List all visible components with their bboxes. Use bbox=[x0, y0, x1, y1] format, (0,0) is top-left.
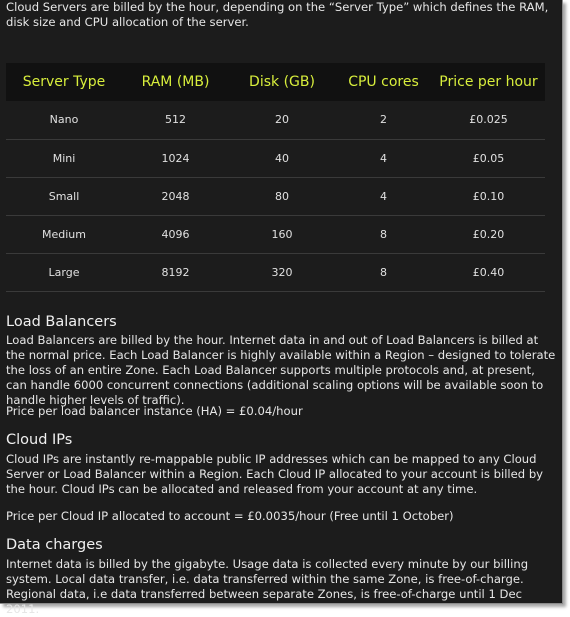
cell-price: £0.40 bbox=[472, 265, 505, 279]
cell-cpu: 8 bbox=[380, 265, 387, 279]
header-price-per-hour: Price per hour bbox=[439, 74, 538, 90]
header-server-type: Server Type bbox=[22, 74, 106, 90]
table-row bbox=[6, 177, 545, 215]
cloud-ips-price: Price per Cloud IP allocated to account = £0.0035/hour (Free until 1 October) bbox=[6, 509, 454, 523]
cell-disk: 160 bbox=[271, 227, 293, 241]
cell-server-type: Medium bbox=[42, 227, 86, 241]
cell-cpu: 4 bbox=[380, 151, 387, 165]
table-row bbox=[6, 253, 545, 291]
cell-disk: 320 bbox=[271, 265, 293, 279]
data-charges-heading: Data charges bbox=[6, 537, 103, 553]
cloud-ips-heading: Cloud IPs bbox=[6, 432, 73, 448]
cell-ram: 1024 bbox=[161, 151, 190, 165]
load-balancers-description: Load Balancers are billed by the hour. Internet data in and out of Load Balancers is billed at the normal price. Each Load Balancer is highly available within a Region – designed to tolerate the loss of an entire Zone. Each Load Balancer supports multiple protocols and, at present, can handle 6000 concurrent connections (additional scaling options will be available soon to handle higher levels of traffic). bbox=[6, 333, 556, 407]
header-disk: Disk (GB) bbox=[249, 74, 315, 90]
table-row bbox=[6, 101, 545, 139]
cell-cpu: 8 bbox=[380, 227, 387, 241]
table-row bbox=[6, 139, 545, 177]
header-cpu-cores: CPU cores bbox=[348, 74, 419, 90]
cell-ram: 4096 bbox=[161, 227, 190, 241]
cell-disk: 80 bbox=[275, 189, 289, 203]
table-row bbox=[6, 215, 545, 253]
cell-server-type: Large bbox=[48, 265, 80, 279]
cell-server-type: Mini bbox=[52, 151, 76, 165]
load-balancers-heading: Load Balancers bbox=[6, 314, 117, 330]
cloud-ips-description: Cloud IPs are instantly re-mappable public IP addresses which can be mapped to any Cloud Server or Load Balancer within a Region. Each Cloud IP allocated to your account is billed by the hour. Cloud IPs can be allocated and released from your account at any time. bbox=[6, 452, 544, 496]
header-ram: RAM (MB) bbox=[141, 74, 210, 90]
cell-ram: 2048 bbox=[161, 189, 190, 203]
cell-price: £0.10 bbox=[472, 189, 505, 203]
cell-server-type: Small bbox=[48, 189, 80, 203]
cell-cpu: 2 bbox=[380, 113, 387, 127]
cell-ram: 512 bbox=[165, 113, 186, 127]
server-pricing-table bbox=[6, 63, 545, 292]
cell-price: £0.20 bbox=[472, 227, 505, 241]
cell-disk: 20 bbox=[275, 113, 289, 127]
table-header-row bbox=[6, 63, 545, 101]
cell-cpu: 4 bbox=[380, 189, 387, 203]
intro-text: Cloud Servers are billed by the hour, depending on the “Server Type” which defines the RAM, disk size and CPU allocation of the server. bbox=[6, 0, 549, 29]
cell-price: £0.05 bbox=[472, 151, 505, 165]
load-balancers-price: Price per load balancer instance (HA) = £0.04/hour bbox=[6, 404, 303, 418]
cell-server-type: Nano bbox=[49, 113, 79, 127]
data-charges-description: Internet data is billed by the gigabyte. Usage data is collected every minute by our billing system. Local data transfer, i.e. data transferred within the same Zone, is free-of-charge. Regional data, i.e data transferred between separate Zones, is free-of-charge until 1 Dec 2011. bbox=[6, 557, 529, 616]
cell-disk: 40 bbox=[275, 151, 289, 165]
cell-ram: 8192 bbox=[161, 265, 190, 279]
cell-price: £0.025 bbox=[469, 113, 508, 127]
